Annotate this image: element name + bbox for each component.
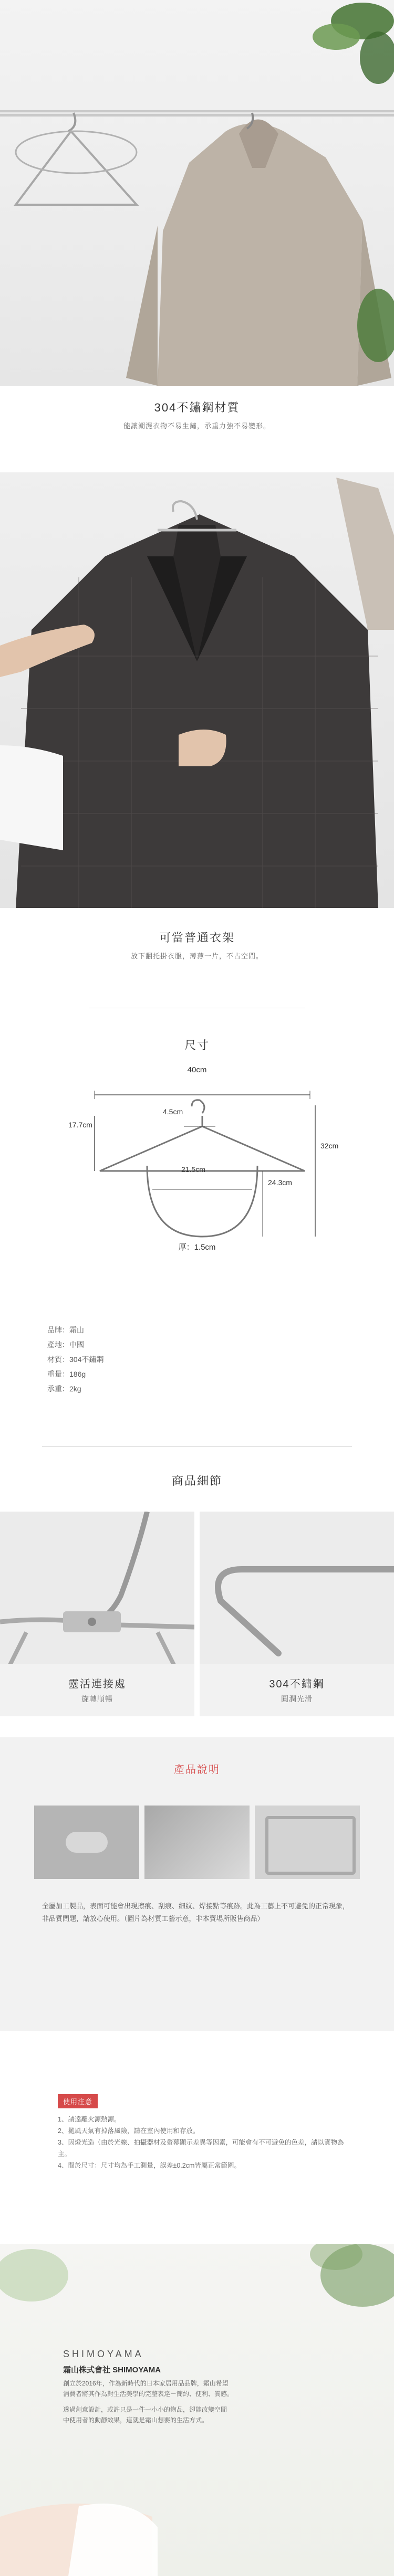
product-info	[0, 1737, 394, 2031]
notice-item: 3、因燈光造（由於光線、拍攝器材及螢幕顯示差異等因素，可能會有不可避免的色差，請以實物為主。	[58, 2139, 344, 2158]
notice-section	[58, 2094, 352, 2231]
spec-row: 材質：304不鏽鋼	[47, 1355, 104, 1364]
size-inner-height-label: 24.3cm	[268, 1178, 292, 1187]
size-thickness-label: 厚：1.5cm	[178, 1243, 216, 1252]
notice-item: 1、請遠離火源熱源。	[58, 2116, 121, 2123]
brand-desc-1: 創立於2016年，作為新時代的日本家居用品品牌，霜山希望	[63, 2380, 229, 2387]
notice-list	[58, 2114, 352, 2171]
surface-photo-3	[255, 1806, 360, 1879]
size-section	[0, 1037, 394, 1352]
size-inner-width-label: 21.5cm	[181, 1165, 205, 1174]
spec-row: 品牌：霜山	[47, 1326, 84, 1334]
spec-list	[47, 1323, 257, 1407]
detail-right-title: 304不鏽鋼	[269, 1678, 325, 1690]
details-title-wrap	[0, 1472, 394, 1493]
material-subtitle: 能讓潮濕衣物不易生鏽，承重力強不易變形。	[123, 422, 271, 430]
surface-photo-1	[34, 1806, 139, 1879]
brand-text	[63, 2349, 336, 2425]
coat-hanger-illustration	[0, 472, 394, 908]
size-hook-label: 4.5cm	[163, 1107, 183, 1116]
spec-row: 承重：2kg	[47, 1385, 81, 1393]
product-info-images	[34, 1806, 360, 1879]
coat-photo	[0, 472, 394, 908]
notice-tag: 使用注意	[58, 2094, 98, 2108]
usage-subtitle: 放下翻托掛衣服，薄薄一片，不占空間。	[130, 952, 263, 960]
product-info-text: 全屬加工製品，表面可能會出現擦痕、刮痕、細紋、焊接點等痕跡。此為工藝上不可避免的正常現象，非品質問題，請放心使用。（圖片為材質工藝示意，非本賣場所販售商品）	[42, 1902, 350, 1923]
brand-logo: SHIMOYAMA	[63, 2349, 144, 2359]
curve-detail-illustration	[200, 1512, 394, 1664]
hero-photo	[0, 0, 394, 386]
notice-item: 2、拋風天氣有掉落風險，請在室內使用和存放。	[58, 2127, 200, 2135]
divider-2	[42, 1446, 352, 1447]
brand-desc-2: 消費者將其作為對生活美學的完整表達－簡約、便利、質感。	[63, 2390, 234, 2398]
size-width-label: 40cm	[187, 1065, 207, 1074]
usage-caption	[0, 929, 394, 976]
usage-title: 可當普通衣架	[159, 931, 235, 944]
hanger-hoodie-illustration	[0, 0, 394, 386]
brand-name: 霜山株式會社 SHIMOYAMA	[63, 2366, 161, 2374]
surface-photo-2	[144, 1806, 250, 1879]
material-caption	[0, 399, 394, 446]
material-title: 304不鏽鋼材質	[154, 401, 240, 414]
detail-label-right	[200, 1664, 394, 1716]
product-info-title: 產品說明	[174, 1764, 220, 1776]
notice-item: 4、間於尺寸：尺寸均為手工測量，誤差±0.2cm皆屬正常範圍。	[58, 2162, 241, 2169]
brand-desc-4: 中使用者的動靜效果，這就是霜山想要的生活方式。	[63, 2416, 209, 2424]
size-title: 尺寸	[184, 1039, 210, 1052]
detail-right-sub: 圓潤光滑	[281, 1695, 313, 1703]
detail-left-sub: 旋轉順暢	[81, 1695, 113, 1703]
spec-row: 重量：186g	[47, 1370, 86, 1378]
details-title: 商品細節	[171, 1474, 222, 1487]
size-height-right-label: 32cm	[320, 1142, 339, 1150]
size-height-left-label: 17.7cm	[68, 1121, 92, 1129]
brand-desc-3: 透過創意設計，或許只是一件一小小的物品，卻能改變空間	[63, 2406, 227, 2413]
detail-left-title: 靈活連接處	[68, 1678, 126, 1690]
detail-label-left	[0, 1664, 194, 1716]
detail-photo-right	[200, 1512, 394, 1664]
spec-row: 產地：中國	[47, 1340, 84, 1349]
brand-section	[0, 2244, 394, 2576]
